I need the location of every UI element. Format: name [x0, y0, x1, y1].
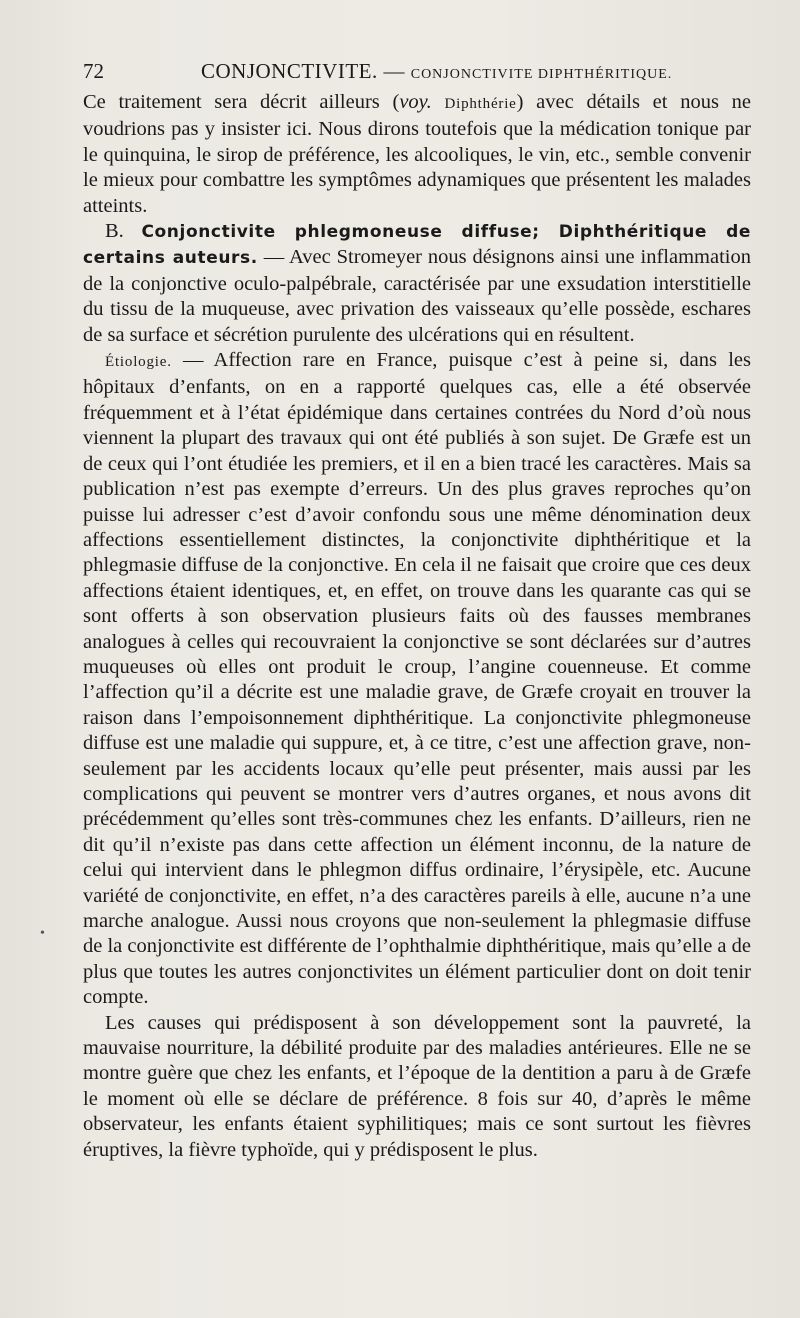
etiology-label: Étiologie. — [105, 354, 172, 371]
voy-abbreviation: voy. — [399, 91, 432, 113]
running-header — [83, 56, 755, 86]
section-heading: Conjonctivite phlegmoneuse diffuse; Diphthéritique de certains auteurs. — [83, 222, 751, 269]
causes-text: Les causes qui prédisposent à son développement sont la pauvreté, la mauvaise nourriture, la débilité produite par des maladies antérieures. Elle ne se montre guère que chez les enfants, et l’époque de la dentition a paru à de Græfe le moment où elle se déclare de préférence. 8 fois sur 40, d’après le même observateur, les enfants étaient syphilitiques; mais ce sont surtout les fièvres éruptives, la fièvre typhoïde, qui y prédisposent le plus. — [83, 1011, 751, 1161]
running-title — [201, 56, 672, 90]
margin-mark: • — [40, 926, 45, 941]
section-b-paragraph — [83, 219, 751, 348]
etiology-text: — Affection rare en France, puisque c’est à peine si, dans les hôpitaux d’enfants, on en a rapporté quelques cas, elle a été observée fréquemment et à l’état épidémique dans certaines contrées du Nord d’où nous viennent la plupart des travaux qui ont été publiés à son sujet. De Græfe est un de ceux qui l’ont étudiée les premiers, et il en a bien tracé les caractères. Mais sa publication n’est pas exempte d’erreurs. Un des plus graves reproches qu’on puisse lui adresser c’est d’avoir confondu sous une même dénomination deux affections essentiellement distinctes, la conjonctivite diphthéritique et la phlegmasie diffuse de la conjonctive. En cela il ne faisait que croire que ces deux affections étaient identiques, et, en effet, on trouve dans les quarante cas qui se sont offerts à son observation plusieurs faits où des fausses membranes analogues à celles qui recouvraient la conjonctive se sont déclarées sur d’autres muqueuses où elles ont produit le croup, l’angine couenneuse. Et comme l’affection qu’il a décrite est une maladie grave, de Græfe croyait en trouver la raison dans l’empoisonnement diphthéritique. La conjonctivite phlegmoneuse diffuse est une maladie qui suppure, et, à ce titre, c’est une affection grave, non-seulement par les accidents locaux qu’elle peut présenter, mais aussi par les complications qui peuvent se montrer vers d’autres organes, et nous avons dit précédemment qu’elles sont très-communes chez les enfants. D’ailleurs, rien ne dit qu’il n’existe pas dans cette affection un élément inconnu, de la nature de celui qui intervient dans le phlegmon diffus ordinaire, l’érysipèle, etc. Aucune variété de conjonctivite, en effet, n’a des caractères pareils à elle, aucune n’a une marche analogue. Aussi nous croyons que non-seulement la phlegmasie diffuse de la conjonctivite est différente de l’ophthalmie diphthéritique, mais qu’elle a de plus que toutes les autres conjonctivites un élément particulier dont on doit tenir compte. — [83, 349, 751, 1009]
paragraph-treatment — [83, 90, 751, 219]
etiology-paragraph — [83, 348, 751, 1011]
paragraph-text: ) avec détails et nous ne voudrions pas y insister ici. Nous dirons toutefois que la médication tonique par le quinquina, le sirop de préférence, les alcooliques, le vin, etc., semble convenir le mieux pour combattre les symptômes adynamiques que présentent les malades atteints. — [83, 91, 751, 217]
running-title-main: CONJONCTIVITE. — — [201, 59, 405, 83]
page-number: 72 — [83, 59, 104, 83]
section-letter: B. — [105, 220, 124, 243]
body-text — [83, 90, 751, 1163]
diphtheria-reference: Diphthérie — [444, 96, 517, 112]
paragraph-text: Ce traitement sera décrit ailleurs ( — [83, 91, 400, 113]
section-text: — Avec Stromeyer nous désignons ainsi une inflammation de la conjonctive oculo-palpébrale, caractérisée par une exsudation interstitielle du tissu de la muqueuse, avec privation des vaisseaux qu’elle possède, eschares de sa surface et sécrétion purulente des ulcérations qui en résultent. — [83, 246, 751, 346]
causes-paragraph — [83, 1011, 751, 1163]
running-subtitle: CONJONCTIVITE DIPHTHÉRITIQUE. — [410, 67, 673, 82]
